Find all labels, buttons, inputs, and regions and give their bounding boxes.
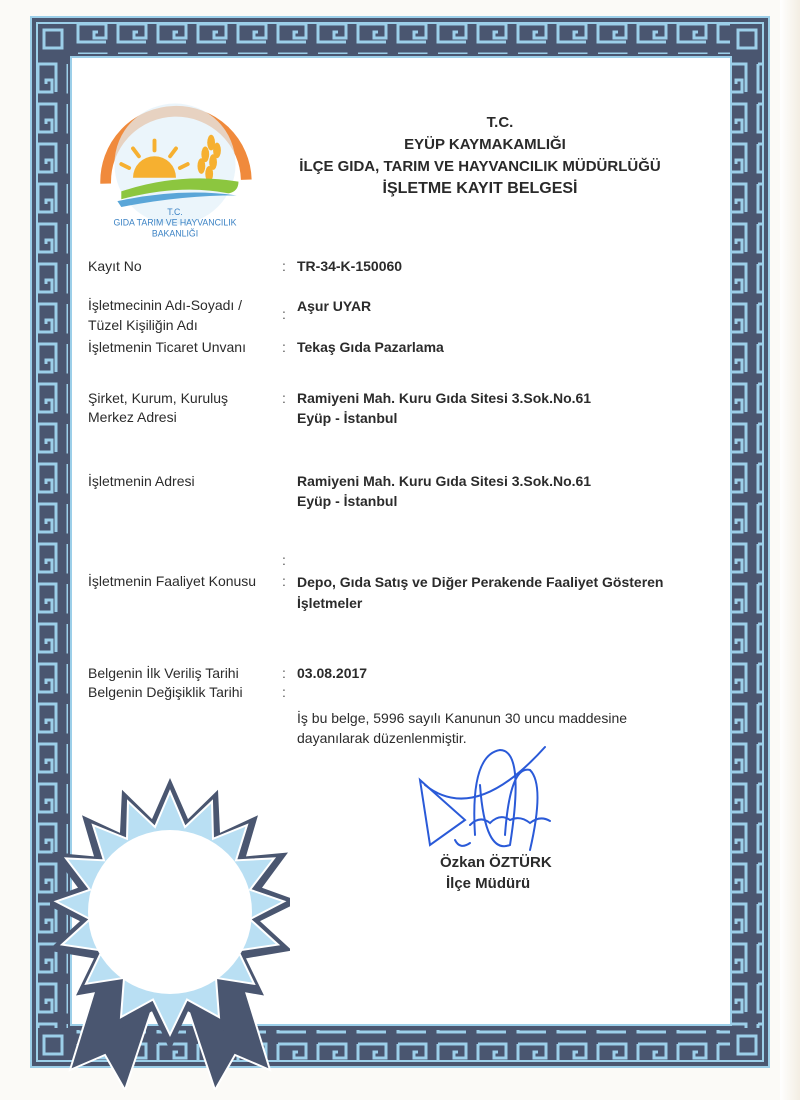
first-issue-date-value: 03.08.2017 xyxy=(297,665,368,681)
header-tc: T.C. xyxy=(486,114,514,131)
award-rosette-icon xyxy=(50,770,290,1090)
legal-line-2: dayanılarak düzenlenmiştir. xyxy=(297,730,467,746)
logo-ministry-name: GIDA TARIM VE HAYVANCILIK xyxy=(113,217,237,228)
colon: : xyxy=(282,258,286,274)
trade-name-label: İşletmenin Ticaret Unvanı xyxy=(88,339,246,355)
document-title: İŞLETME KAYIT BELGESİ xyxy=(382,180,578,197)
colon: : xyxy=(282,306,286,322)
business-address-value-2: Eyüp - İstanbul xyxy=(297,493,398,509)
hq-address-label-2: Merkez Adresi xyxy=(88,409,177,425)
operator-name-value: Aşur UYAR xyxy=(297,298,372,314)
signature-icon xyxy=(415,745,565,855)
legal-line-1: İş bu belge, 5996 sayılı Kanunun 30 uncu maddesine xyxy=(297,710,628,726)
registration-no-value: TR-34-K-150060 xyxy=(297,258,403,274)
operator-name-label-2: Tüzel Kişiliğin Adı xyxy=(88,317,198,333)
paper-edge xyxy=(780,0,800,1100)
hq-address-value-2: Eyüp - İstanbul xyxy=(297,410,398,426)
signer-title: İlçe Müdürü xyxy=(446,875,531,892)
colon: : xyxy=(282,573,286,589)
business-address-label: İşletmenin Adresi xyxy=(88,473,195,489)
logo-tc: T.C. xyxy=(167,206,183,217)
first-issue-date-label: Belgenin İlk Veriliş Tarihi xyxy=(88,665,239,681)
colon: : xyxy=(282,390,286,406)
legal-statement xyxy=(297,708,677,748)
logo-ministry-suffix: BAKANLIĞI xyxy=(151,228,199,239)
trade-name-value: Tekaş Gıda Pazarlama xyxy=(297,339,444,355)
activity-value-1: Depo, Gıda Satış ve Diğer Perakende Faaliyet Gösteren xyxy=(297,574,664,590)
signer-block xyxy=(440,852,552,894)
activity-label: İşletmenin Faaliyet Konusu xyxy=(88,573,257,589)
colon: : xyxy=(282,665,286,681)
registration-no-label: Kayıt No xyxy=(88,258,142,274)
colon: : xyxy=(282,684,286,700)
operator-name-label-1: İşletmecinin Adı-Soyadı / xyxy=(88,297,243,313)
colon: : xyxy=(282,552,286,568)
document-header xyxy=(280,112,680,200)
hq-address-label-1: Şirket, Kurum, Kuruluş xyxy=(88,390,229,406)
modification-date-label: Belgenin Değişiklik Tarihi xyxy=(88,684,243,700)
business-address-value-1: Ramiyeni Mah. Kuru Gıda Sitesi 3.Sok.No.61 xyxy=(297,473,592,489)
hq-address-value-1: Ramiyeni Mah. Kuru Gıda Sitesi 3.Sok.No.61 xyxy=(297,390,592,406)
signer-name: Özkan ÖZTÜRK xyxy=(440,854,552,871)
ministry-logo xyxy=(92,92,258,242)
colon: : xyxy=(282,339,286,355)
seal-center xyxy=(88,830,252,994)
header-district: EYÜP KAYMAKAMLIĞI xyxy=(404,136,566,153)
header-directorate: İLÇE GIDA, TARIM VE HAYVANCILIK MÜDÜRLÜĞÜ xyxy=(299,158,661,175)
activity-value-2: İşletmeler xyxy=(297,595,363,611)
